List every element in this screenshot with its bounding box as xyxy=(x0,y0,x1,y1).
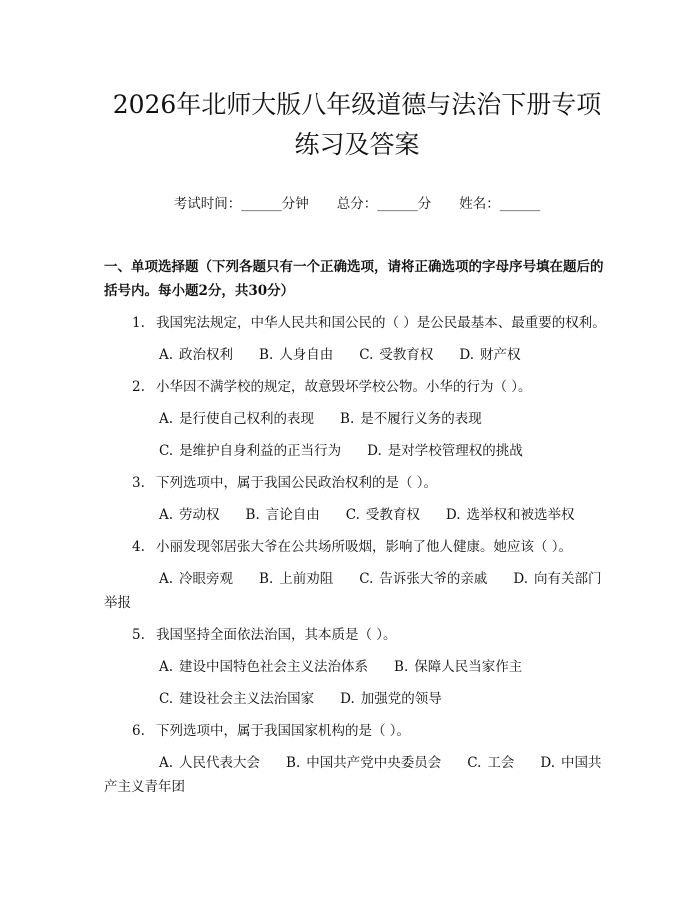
options-row xyxy=(104,751,610,799)
question-stem xyxy=(104,471,610,495)
question-stem xyxy=(104,535,610,559)
option-text: 告诉张大爷的亲戚 xyxy=(379,571,488,587)
option-text: 人民代表大会 xyxy=(179,755,261,771)
student-name-label: 姓名：______ xyxy=(459,196,541,212)
exam-meta xyxy=(104,194,610,214)
option-text: 受教育权 xyxy=(365,507,420,523)
question-number: 2. xyxy=(132,379,145,395)
option-text: 中国共产党中央委员会 xyxy=(306,755,442,771)
question-text: 我国宪法规定，中华人民共和国公民的（ ）是公民最基本、最重要的权利。 xyxy=(156,315,606,331)
question-number: 4. xyxy=(132,539,145,555)
answer-option xyxy=(259,571,333,587)
options-row xyxy=(104,503,610,527)
option-letter: A. xyxy=(159,411,174,427)
question-item xyxy=(104,535,610,615)
option-letter: B. xyxy=(245,507,260,523)
answer-option xyxy=(394,659,522,675)
option-text: 向有关部门举报 xyxy=(104,571,602,611)
question-number: 1. xyxy=(132,315,145,331)
option-text: 工会 xyxy=(487,755,515,771)
option-letter: A. xyxy=(159,507,174,523)
option-letter: C. xyxy=(345,507,360,523)
answer-option xyxy=(259,347,333,363)
option-letter: A. xyxy=(159,571,174,587)
answer-option xyxy=(159,443,341,459)
option-letter: D. xyxy=(367,443,382,459)
option-letter: C. xyxy=(159,691,174,707)
question-item xyxy=(104,375,610,463)
answer-option xyxy=(159,347,233,363)
question-stem xyxy=(104,719,610,743)
question-number: 5. xyxy=(132,627,145,643)
option-letter: C. xyxy=(359,347,374,363)
question-number: 6. xyxy=(132,723,145,739)
question-text: 下列选项中，属于我国公民政治权利的是（ ）。 xyxy=(156,475,438,491)
answer-option xyxy=(446,507,575,523)
question-text: 我国坚持全面依法治国，其本质是（ ）。 xyxy=(156,627,397,643)
question-item xyxy=(104,311,610,367)
document-title xyxy=(104,0,610,165)
option-letter: B. xyxy=(259,347,274,363)
option-letter: D. xyxy=(540,755,556,771)
answer-option xyxy=(359,347,433,363)
answer-option xyxy=(159,571,233,587)
option-text: 受教育权 xyxy=(379,347,434,363)
title-line-2: 练习及答案 xyxy=(294,130,420,159)
options-row xyxy=(104,687,610,711)
answer-option xyxy=(159,755,260,771)
option-letter: B. xyxy=(259,571,274,587)
answer-option xyxy=(359,571,487,587)
answer-option xyxy=(346,507,420,523)
answer-option xyxy=(459,347,520,363)
question-text: 小华因不满学校的规定，故意毁坏学校公物。小华的行为（ ）。 xyxy=(156,379,532,395)
question-item xyxy=(104,471,610,527)
option-text: 是对学校管理权的挑战 xyxy=(387,443,523,459)
option-text: 冷眼旁观 xyxy=(179,571,234,587)
option-letter: A. xyxy=(159,755,174,771)
option-letter: C. xyxy=(467,755,482,771)
option-text: 选举权和被选举权 xyxy=(466,507,575,523)
total-score-label: 总分：______分 xyxy=(336,196,432,212)
option-letter: D. xyxy=(513,571,529,587)
option-text: 劳动权 xyxy=(179,507,220,523)
option-letter: D. xyxy=(340,691,355,707)
option-text: 是行使自己权利的表现 xyxy=(179,411,315,427)
answer-option xyxy=(159,507,220,523)
answer-option xyxy=(467,755,514,771)
section-heading-single-choice: 一、单项选择题（下列各题只有一个正确选项，请将正确选项的字母序号填在题后的括号内。每小题2分，共30分） xyxy=(104,259,604,299)
options-row xyxy=(104,567,610,615)
option-text: 保障人民当家作主 xyxy=(414,659,523,675)
answer-option xyxy=(159,691,314,707)
option-text: 上前劝阻 xyxy=(279,571,334,587)
option-text: 人身自由 xyxy=(279,347,334,363)
option-text: 加强党的领导 xyxy=(360,691,442,707)
option-text: 政治权利 xyxy=(179,347,234,363)
option-text: 财产权 xyxy=(480,347,521,363)
option-letter: B. xyxy=(394,659,409,675)
question-item xyxy=(104,623,610,711)
option-letter: D. xyxy=(459,347,475,363)
option-letter: A. xyxy=(159,659,174,675)
answer-option xyxy=(340,691,442,707)
option-letter: C. xyxy=(359,571,374,587)
options-row xyxy=(104,439,610,463)
option-text: 建设社会主义法治国家 xyxy=(179,691,315,707)
options-row xyxy=(104,655,610,679)
option-text: 建设中国特色社会主义法治体系 xyxy=(179,659,369,675)
title-line-1: 2026年北师大版八年级道德与法治下册专项 xyxy=(112,90,602,119)
option-text: 中国共产主义青年团 xyxy=(104,755,602,795)
question-stem xyxy=(104,375,610,399)
question-item xyxy=(104,719,610,799)
answer-option xyxy=(367,443,523,459)
option-letter: B. xyxy=(340,411,355,427)
options-row xyxy=(104,343,610,367)
question-list xyxy=(104,311,610,799)
option-text: 是不履行义务的表现 xyxy=(360,411,482,427)
option-letter: D. xyxy=(445,507,461,523)
question-stem xyxy=(104,623,610,647)
question-text: 下列选项中，属于我国国家机构的是（ ）。 xyxy=(156,723,411,739)
answer-option xyxy=(340,411,482,427)
answer-option xyxy=(159,411,314,427)
options-row xyxy=(104,407,610,431)
exam-time-label: 考试时间：______分钟 xyxy=(173,196,309,212)
question-number: 3. xyxy=(132,475,145,491)
option-text: 言论自由 xyxy=(265,507,320,523)
answer-option xyxy=(286,755,441,771)
answer-option xyxy=(159,659,368,675)
option-letter: A. xyxy=(159,347,174,363)
question-stem xyxy=(104,311,610,335)
option-letter: C. xyxy=(159,443,174,459)
question-text: 小丽发现邻居张大爷在公共场所吸烟，影响了他人健康。她应该（ ）。 xyxy=(156,539,573,555)
option-text: 是维护自身利益的正当行为 xyxy=(179,443,342,459)
option-letter: B. xyxy=(286,755,301,771)
answer-option xyxy=(246,507,320,523)
